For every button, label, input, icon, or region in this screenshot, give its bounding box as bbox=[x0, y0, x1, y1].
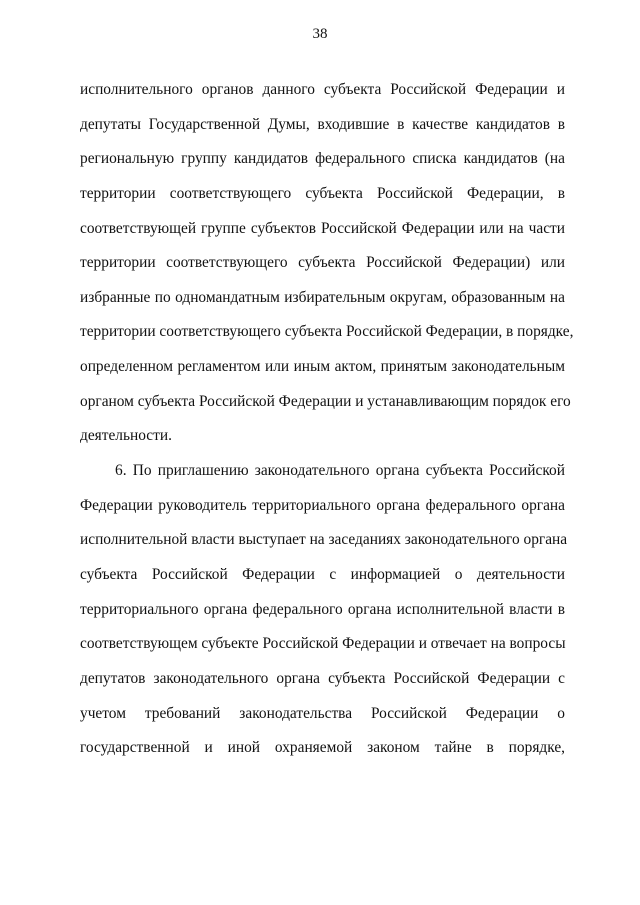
text-line: 6. По приглашению законодательного органа субъекта Российской bbox=[115, 462, 565, 480]
text-line: исполнительного органов данного субъекта Российской Федерации и bbox=[80, 81, 565, 98]
document-body bbox=[80, 73, 574, 766]
text-line: территории соответствующего субъекта Российской Федерации, в порядке, bbox=[80, 323, 574, 341]
text-line: территории соответствующего субъекта Российской Федерации) или bbox=[80, 254, 565, 272]
page-number: 38 bbox=[312, 26, 328, 42]
text-line: соответствующем субъекте Российской Федерации и отвечает на вопросы bbox=[80, 635, 566, 653]
text-line: определенном регламентом или иным актом, принятым законодательным bbox=[80, 358, 565, 376]
text-line: региональную группу кандидатов федерального списка кандидатов (на bbox=[80, 150, 565, 168]
text-line: депутаты Государственной Думы, входившие в качестве кандидатов в bbox=[80, 115, 565, 133]
text-line: исполнительной власти выступает на заседаниях законодательного органа bbox=[80, 531, 568, 549]
text-line: государственной и иной охраняемой законом тайне в порядке, bbox=[80, 739, 565, 757]
text-line: территории соответствующего субъекта Российской Федерации, в bbox=[80, 184, 565, 202]
text-line: органом субъекта Российской Федерации и устанавливающим порядок его bbox=[80, 392, 571, 410]
text-line: деятельности. bbox=[80, 427, 172, 445]
text-line: субъекта Российской Федерации с информацией о деятельности bbox=[80, 565, 565, 583]
text-line: депутатов законодательного органа субъекта Российской Федерации с bbox=[80, 669, 565, 687]
text-line: соответствующей группе субъектов Российской Федерации или на части bbox=[80, 219, 565, 237]
text-line: учетом требований законодательства Российской Федерации о bbox=[80, 704, 565, 722]
text-line: территориального органа федерального органа исполнительной власти в bbox=[80, 600, 565, 618]
text-line: Федерации руководитель территориального органа федерального органа bbox=[80, 496, 565, 514]
text-line: избранные по одномандатным избирательным округам, образованным на bbox=[80, 288, 565, 306]
